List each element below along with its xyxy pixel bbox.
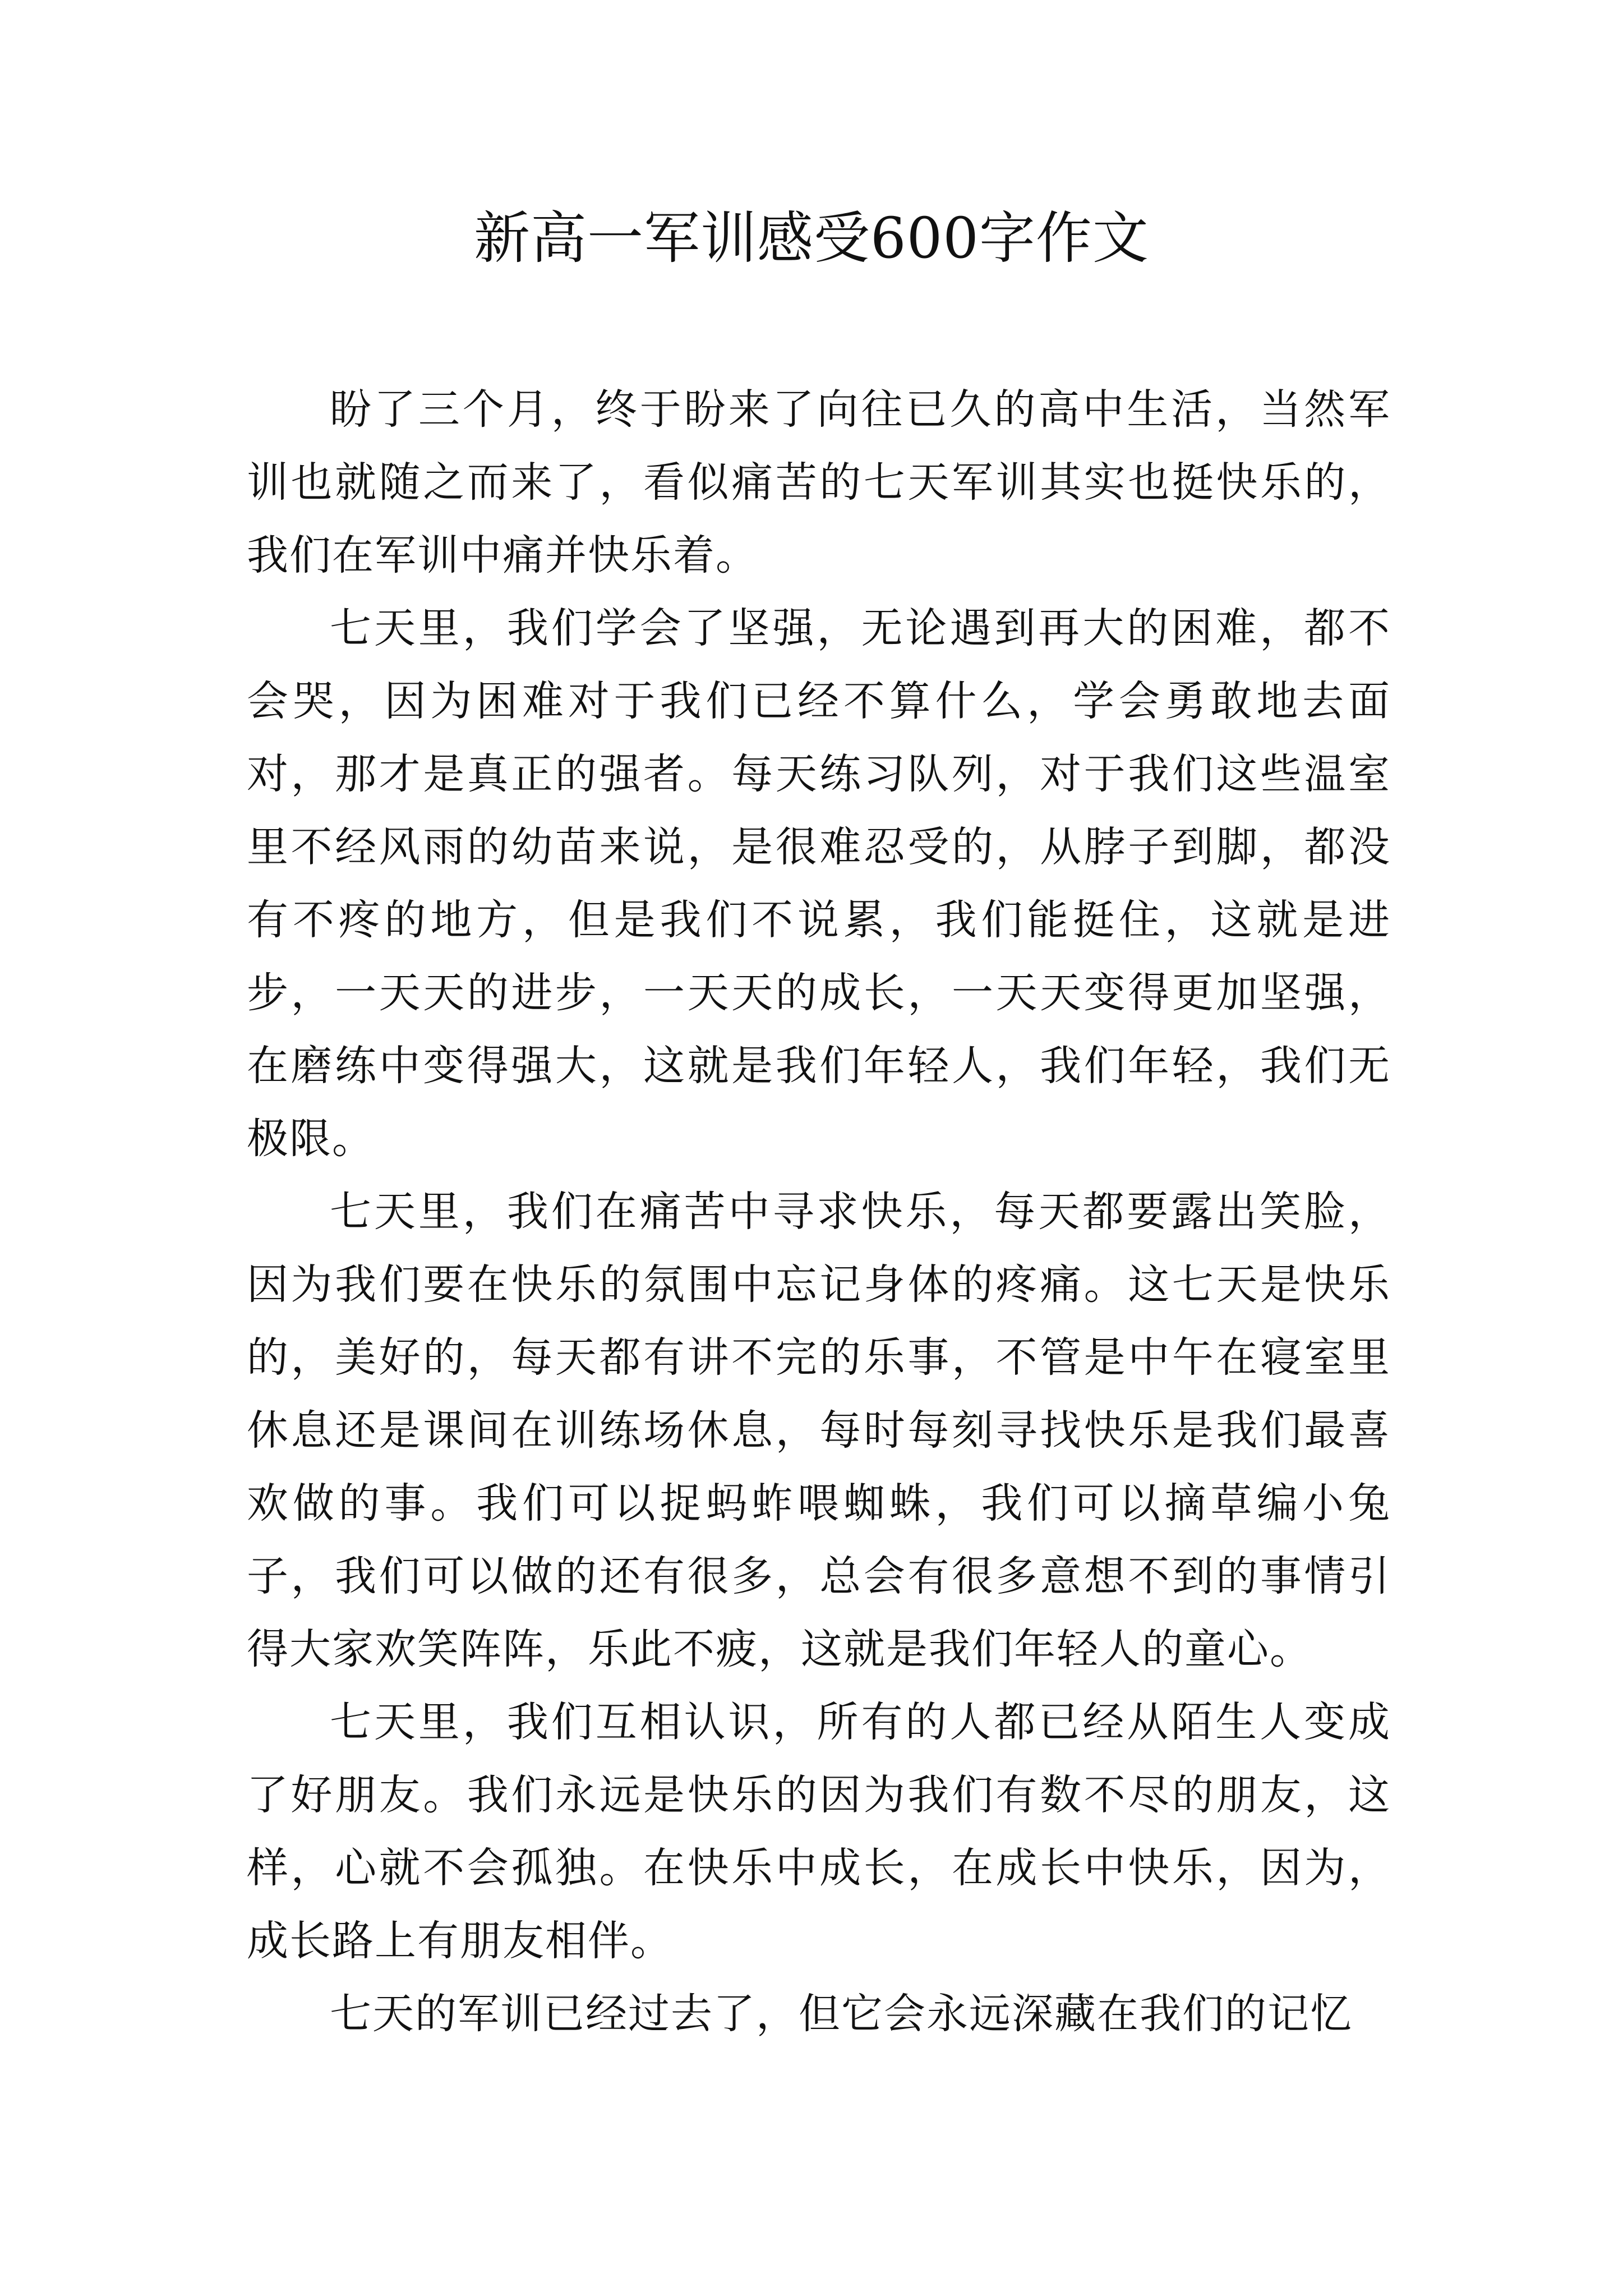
paragraph-4: 七天里，我们互相认识，所有的人都已经从陌生人变成了好朋友。我们永远是快乐的因为我们有数不尽的朋友，这样，心就不会孤独。在快乐中成长，在成长中快乐，因为，成长路上有朋友相伴。 [247, 1698, 1391, 1965]
paragraph-5: 七天的军训已经过去了，但它会永远深藏在我们的记忆 [330, 1990, 1353, 2038]
paragraph-3: 七天里，我们在痛苦中寻求快乐，每天都要露出笑脸，因为我们要在快乐的氛围中忘记身体的疼痛。这七天是快乐的，美好的，每天都有讲不完的乐事，不管是中午在寝室里休息还是课间在训练场休息，每时每刻寻找快乐是我们最喜欢做的事。我们可以捉蚂蚱喂蜘蛛，我们可以摘草编小兔子，我们可以做的还有很多，总会有很多意想不到的事情引得大家欢笑阵阵，乐此不疲，这就是我们年轻人的童心。 [247, 1188, 1391, 1673]
paragraph-1: 盼了三个月，终于盼来了向往已久的高中生活，当然军训也就随之而来了，看似痛苦的七天军训其实也挺快乐的，我们在军训中痛并快乐着。 [247, 385, 1391, 579]
document-title: 新高一军训感受600字作文 [474, 205, 1149, 271]
paragraph-2: 七天里，我们学会了坚强，无论遇到再大的困难，都不会哭，因为困难对于我们已经不算什么，学会勇敢地去面对，那才是真正的强者。每天练习队列，对于我们这些温室里不经风雨的幼苗来说，是很难忍受的，从脖子到脚，都没有不疼的地方，但是我们不说累，我们能挺住，这就是进步，一天天的进步，一天天的成长，一天天变得更加坚强，在磨练中变得强大，这就是我们年轻人，我们年轻，我们无极限。 [247, 604, 1391, 1163]
document-body [247, 373, 1391, 2050]
